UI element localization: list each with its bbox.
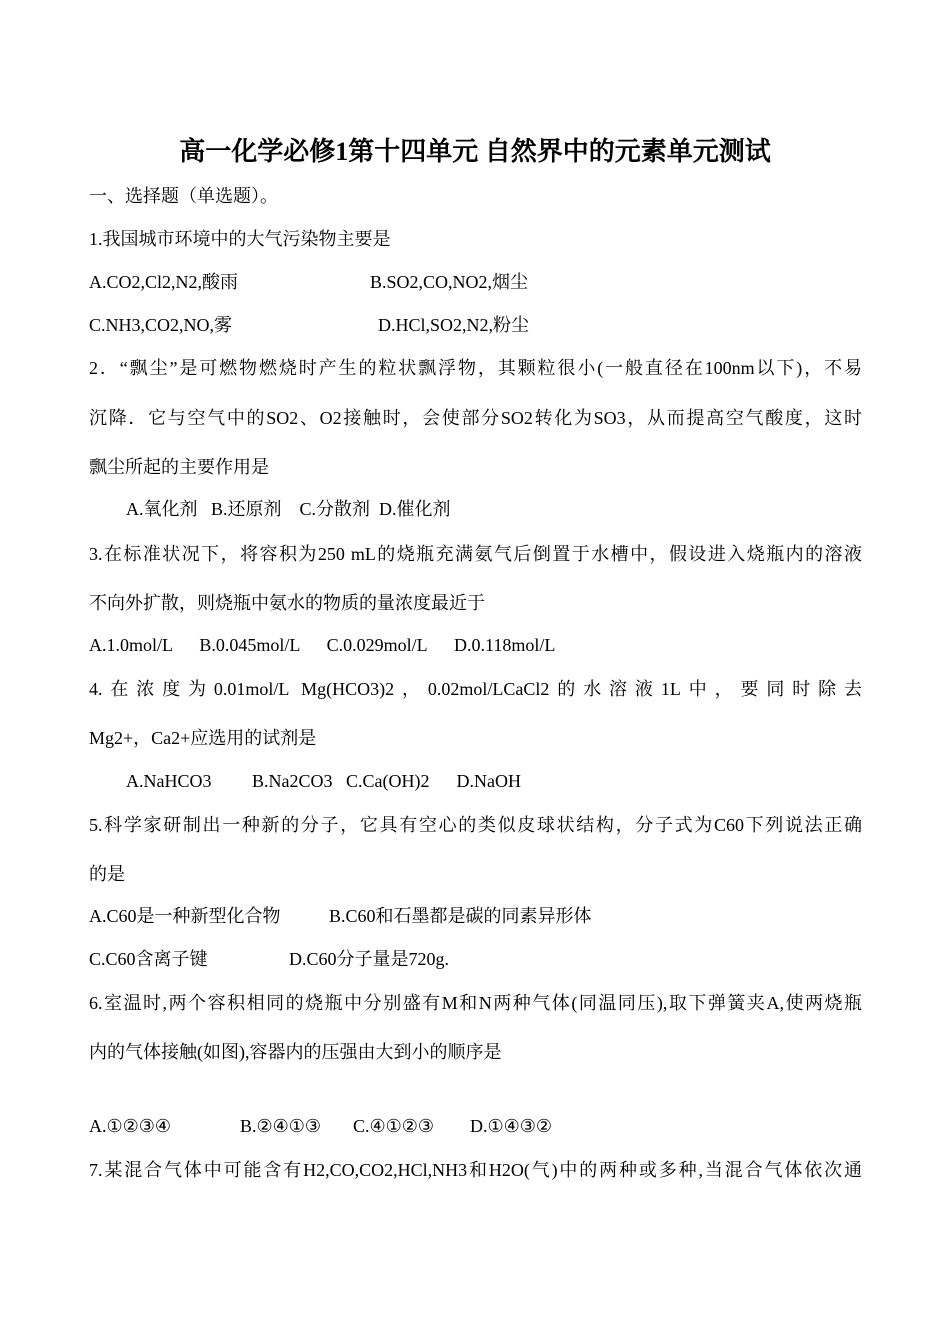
question-1-option-d: D.HCl,SO2,N2,粉尘 (378, 315, 530, 335)
question-6-line-2: 内的气体接触(如图),容器内的压强由大到小的顺序是 (89, 1042, 502, 1062)
question-1-options-row-2 (89, 313, 862, 337)
question-1-option-b: B.SO2,CO,NO2,烟尘 (370, 272, 529, 292)
question-1-option-a: A.CO2,Cl2,N2,酸雨 (89, 272, 239, 292)
section-heading: 一、选择题（单选题）。 (89, 186, 278, 206)
question-5-option-a: A.C60是一种新型化合物 (89, 906, 281, 926)
question-5-line-2: 的是 (89, 864, 125, 884)
question-2-options: A.氧化剂 B.还原剂 C.分散剂 D.催化剂 (126, 499, 451, 519)
question-2-line-2: 沉降．它与空气中的SO2、O2接触时，会使部分SO2转化为SO3，从而提高空气酸度，这时 (89, 408, 862, 428)
question-5-option-d: D.C60分子量是720g. (289, 949, 450, 969)
document-title: 高一化学必修1第十四单元 自然界中的元素单元测试 (179, 137, 771, 166)
question-2-line-3: 飘尘所起的主要作用是 (89, 457, 269, 477)
question-5-option-b: B.C60和石墨都是碳的同素异形体 (329, 906, 592, 926)
question-3-line-1: 3.在标准状况下，将容积为250 mL的烧瓶充满氨气后倒置于水槽中，假设进入烧瓶内的溶液 (89, 544, 862, 564)
question-1-stem: 1.我国城市环境中的大气污染物主要是 (89, 229, 391, 249)
question-4-options: A.NaHCO3 B.Na2CO3 C.Ca(OH)2 D.NaOH (126, 771, 521, 791)
question-3-line-2: 不向外扩散，则烧瓶中氨水的物质的量浓度最近于 (89, 593, 485, 613)
question-5-line-1: 5.科学家研制出一种新的分子，它具有空心的类似皮球状结构，分子式为C60下列说法正确 (89, 815, 862, 835)
question-4-line-1: 4.在浓度为0.01mol/L Mg(HCO3)2，0.02mol/LCaCl2的水溶液1L中，要同时除去 (89, 679, 862, 699)
question-5-option-c: C.C60含离子键 (89, 949, 208, 969)
question-6-option-b: B.②④①③ (240, 1116, 322, 1136)
question-5-options-row-1 (89, 904, 862, 928)
question-1-option-c: C.NH3,CO2,NO,雾 (89, 315, 233, 335)
question-7-line-1: 7.某混合气体中可能含有H2,CO,CO2,HCl,NH3和H2O(气)中的两种或多种,当混合气体依次通 (89, 1160, 862, 1180)
question-6-option-a: A.①②③④ (89, 1116, 172, 1136)
question-6-line-1: 6.室温时,两个容积相同的烧瓶中分别盛有M和N两种气体(同温同压),取下弹簧夹A,使两烧瓶 (89, 993, 862, 1013)
question-6-option-d: D.①④③② (470, 1116, 553, 1136)
question-5-options-row-2 (89, 947, 862, 971)
question-6-options (89, 1114, 862, 1138)
question-2-line-1: 2．“飘尘”是可燃物燃烧时产生的粒状飘浮物，其颗粒很小(一般直径在100nm以下)，不易 (89, 358, 862, 378)
question-1-options-row-1 (89, 270, 862, 294)
question-3-options: A.1.0mol/L B.0.045mol/L C.0.029mol/L D.0.118mol/L (89, 635, 556, 655)
question-6-option-c: C.④①②③ (353, 1116, 435, 1136)
question-4-line-2: Mg2+，Ca2+应选用的试剂是 (89, 728, 317, 748)
